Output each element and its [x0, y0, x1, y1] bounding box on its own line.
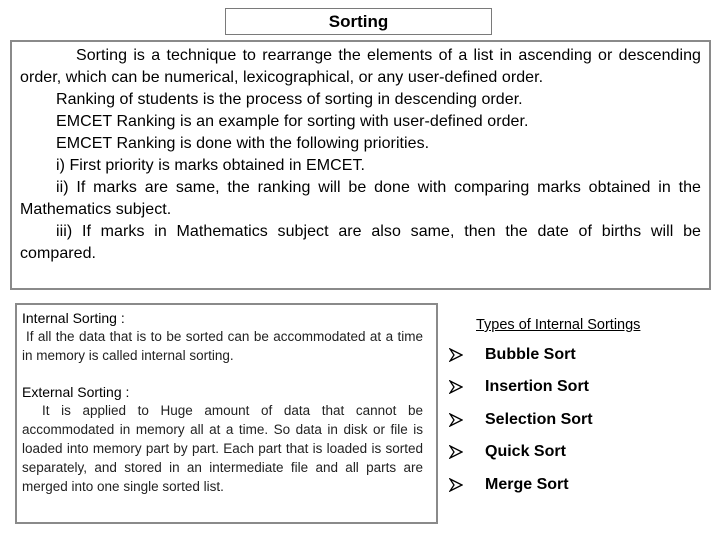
- sort-item-label: Quick Sort: [485, 443, 566, 460]
- internal-sorting-text: If all the data that is to be sorted can be accommodated at a time in memory is called internal sorting.: [22, 329, 423, 363]
- internal-sorting-heading: Internal Sorting :: [22, 310, 125, 326]
- types-box: [443, 303, 713, 524]
- priority-3: iii) If marks in Mathematics subject are also same, then the date of births will be compared.: [20, 223, 701, 262]
- page-title: Sorting: [225, 8, 492, 35]
- priority-2: ii) If marks are same, the ranking will be done with comparing marks obtained in the Mathematics subject.: [20, 179, 701, 218]
- types-title: Types of Internal Sortings: [476, 317, 641, 333]
- list-item: [449, 475, 569, 495]
- arrow-bullet-icon: [449, 348, 463, 362]
- arrow-bullet-icon: [449, 380, 463, 394]
- priority-1: i) First priority is marks obtained in EMCET.: [56, 157, 365, 174]
- external-sorting-heading: External Sorting :: [22, 384, 130, 400]
- external-sorting-text: It is applied to Huge amount of data that cannot be accommodated in memory all at a time. So data in disk or file is loaded into memory part by part. Each part that is loaded is sorted separately, and stored in an intermediate file and all parts are merged into one single sorted list.: [22, 403, 423, 494]
- sort-item-label: Bubble Sort: [485, 346, 576, 363]
- intro-paragraph-emcet-example: EMCET Ranking is an example for sorting with user-defined order.: [56, 113, 529, 130]
- sort-item-label: Selection Sort: [485, 411, 593, 428]
- intro-paragraph-ranking: Ranking of students is the process of sorting in descending order.: [56, 91, 523, 108]
- sort-item-label: Merge Sort: [485, 476, 569, 493]
- arrow-bullet-icon: [449, 413, 463, 427]
- intro-paragraph-priorities: EMCET Ranking is done with the following priorities.: [56, 135, 430, 152]
- list-item: [449, 345, 576, 365]
- list-item: [449, 410, 593, 430]
- arrow-bullet-icon: [449, 478, 463, 492]
- list-item: [449, 377, 589, 397]
- sorting-kinds-box: [15, 303, 438, 524]
- intro-box: [10, 40, 711, 290]
- list-item: [449, 442, 566, 462]
- sort-item-label: Insertion Sort: [485, 378, 590, 395]
- arrow-bullet-icon: [449, 445, 463, 459]
- intro-paragraph-definition: Sorting is a technique to rearrange the elements of a list in ascending or descending order, which can be numerical, lexicographical, or any user-defined order.: [20, 47, 701, 86]
